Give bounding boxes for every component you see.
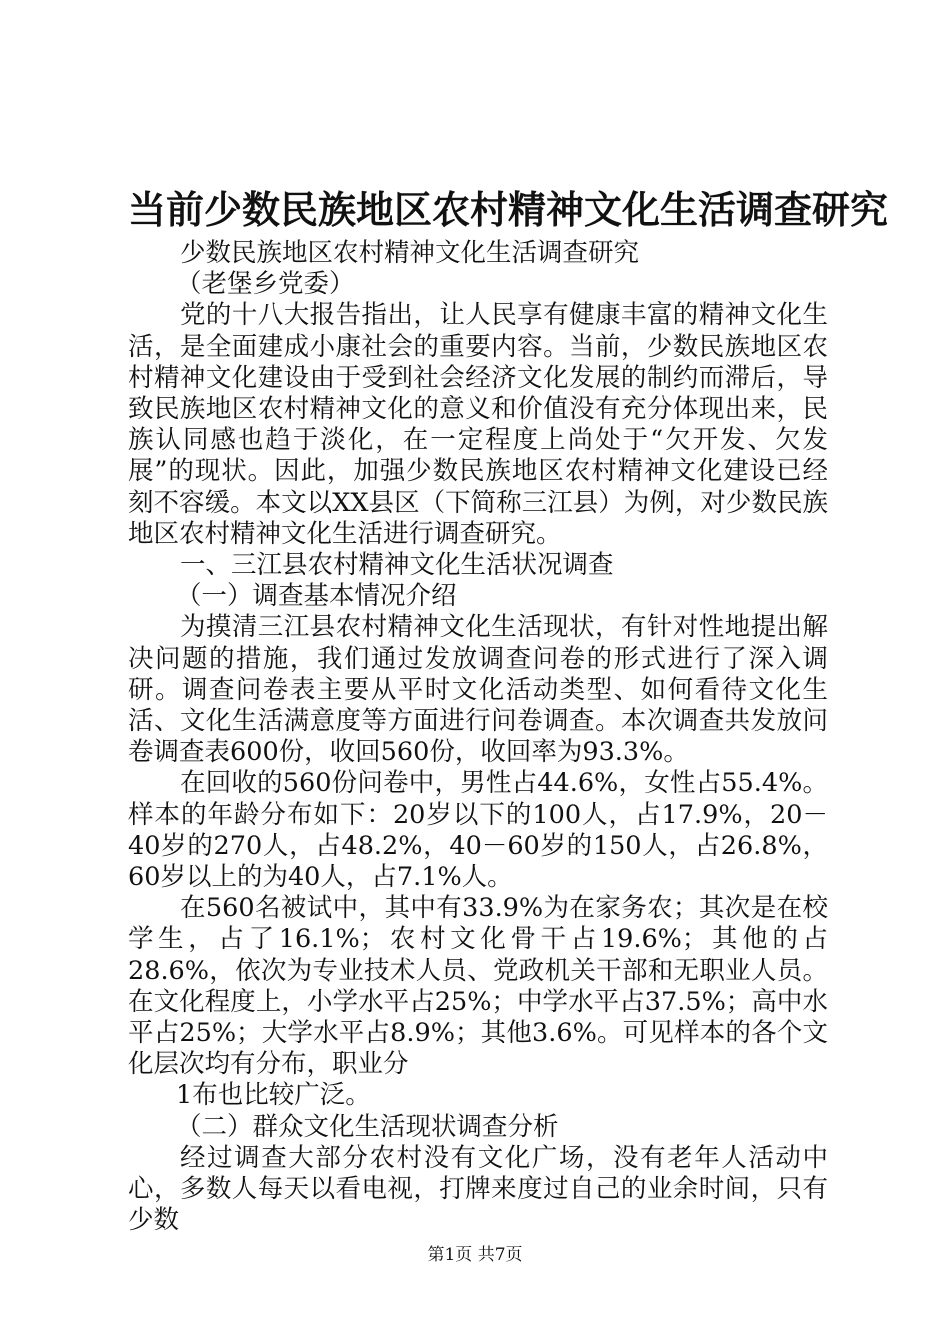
body-paragraph: 党的十八大报告指出，让人民享有健康丰富的精神文化生活，是全面建成小康社会的重要内容。当前，少数民族地区农村精神文化建设由于受到社会经济文化发展的制约而滞后，导致民族地区农村精神文化的意义和价值没有充分体现出来，民族认同感也趋于淡化，在一定程度上尚处于“欠开发、欠发展”的现状。因此，加强少数民族地区农村精神文化建设已经刻不容缓。本文以XX县区（下简称三江县）为例，对少数民族地区农村精神文化生活进行调查研究。 <box>128 300 828 549</box>
subtitle-paragraph: 少数民族地区农村精神文化生活调查研究 <box>180 238 640 268</box>
subsection-heading: （二）群众文化生活现状调查分析 <box>176 1111 559 1142</box>
document-body <box>128 238 828 1237</box>
body-paragraph-fragment: 1布也比较广泛。 <box>176 1080 371 1111</box>
page-number-footer: 第1页 共7页 <box>427 1245 523 1265</box>
subsection-heading: （一）调查基本情况介绍 <box>176 581 457 612</box>
author-line: （老堡乡党委） <box>176 269 355 300</box>
document-title: 当前少数民族地区农村精神文化生活调查研究 <box>128 187 889 232</box>
body-paragraph: 在回收的560份问卷中，男性占44.6%，女性占55.4%。样本的年龄分布如下：20岁以下的100人，占17.9%，20－40岁的270人，占48.2%，40－60岁的150人，占26.8%，60岁以上的为40人，占7.1%人。 <box>128 768 828 893</box>
section-heading: 一、三江县农村精神文化生活状况调查 <box>180 550 614 581</box>
body-paragraph: 为摸清三江县农村精神文化生活现状，有针对性地提出解决问题的措施，我们通过发放调查问卷的形式进行了深入调研。调查问卷表主要从平时文化活动类型、如何看待文化生活、文化生活满意度等方面进行问卷调查。本次调查共发放问卷调查表600份，收回560份，收回率为93.3%。 <box>128 612 828 768</box>
body-paragraph: 经过调查大部分农村没有文化广场，没有老年人活动中心，多数人每天以看电视，打牌来度过自己的业余时间，只有少数 <box>128 1142 828 1236</box>
body-paragraph: 在560名被试中，其中有33.9%为在家务农；其次是在校学生，占了16.1%；农村文化骨干占19.6%；其他的占28.6%，依次为专业技术人员、党政机关干部和无职业人员。在文化程度上，小学水平占25%；中学水平占37.5%；高中水平占25%；大学水平占8.9%；其他3.6%。可见样本的各个文化层次均有分布，职业分 <box>128 893 828 1080</box>
